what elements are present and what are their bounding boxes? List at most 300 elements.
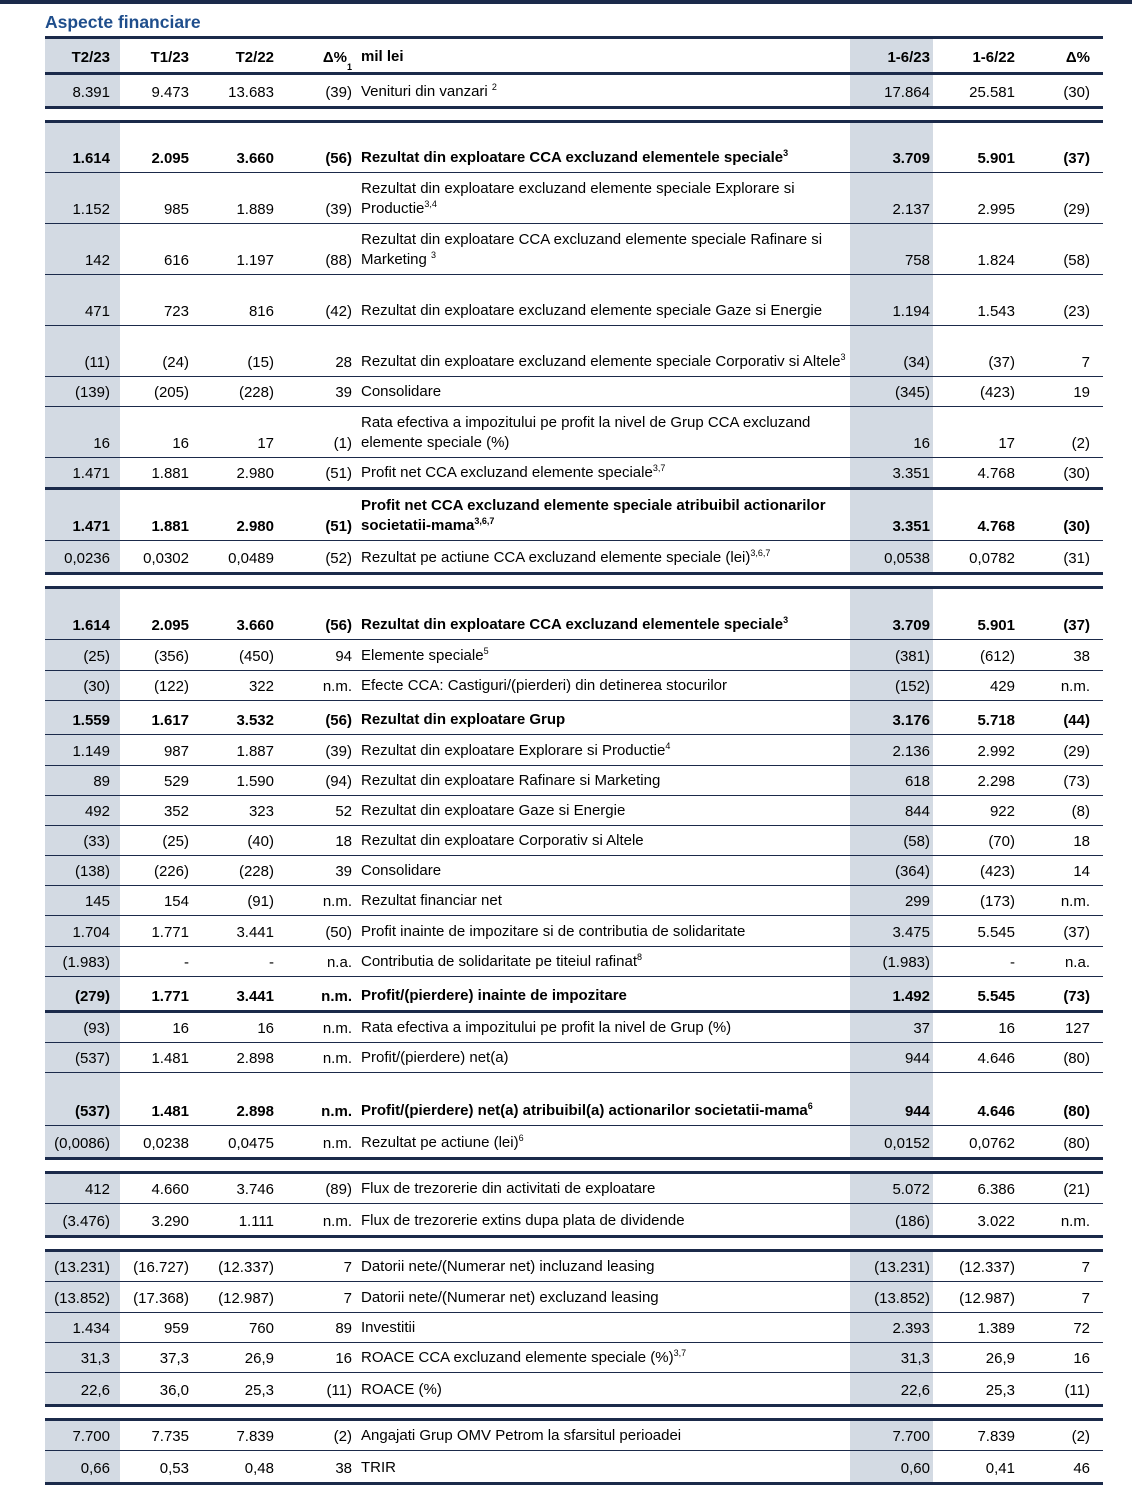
header-t1-23: T1/23 [150, 49, 189, 66]
cell-delta-quarter: n.m. [322, 678, 352, 695]
cell-delta-half: 7 [1081, 354, 1090, 371]
cell-1-6-23: 2.137 [850, 173, 933, 223]
footnote-marker: 6 [518, 1133, 524, 1143]
cell-delta-half: (73) [1063, 988, 1090, 1005]
cell-t2-22: 322 [248, 678, 274, 695]
cell-delta-quarter: (50) [325, 924, 352, 941]
cell-1-6-23: 0,0152 [850, 1126, 933, 1157]
cell-t2-23: 1.704 [45, 916, 120, 946]
cell-1-6-22: 0,0762 [969, 1135, 1015, 1152]
row-label [355, 1174, 850, 1203]
cell-delta-quarter: n.m. [322, 1135, 352, 1152]
cell-delta-quarter: (51) [325, 465, 352, 482]
cell-t2-23: 16 [45, 407, 120, 457]
table-row [45, 796, 1103, 826]
table-row [45, 766, 1103, 796]
cell-1-6-23: (58) [850, 826, 933, 855]
row-label [355, 589, 850, 639]
cell-1-6-23: 3.351 [850, 458, 933, 487]
cell-t2-23: 31,3 [45, 1343, 120, 1372]
cell-t1-23: (122) [153, 678, 189, 695]
cell-delta-quarter: 28 [335, 354, 352, 371]
footnote-marker: 8 [637, 952, 643, 962]
cell-1-6-23: 3.475 [850, 916, 933, 946]
header-delta-quarter: Δ% 1 [322, 49, 352, 72]
cell-t1-23: 1.881 [151, 518, 189, 535]
row-label [355, 1451, 850, 1482]
cell-t2-22: (450) [238, 648, 274, 665]
cell-t2-22: 760 [248, 1320, 274, 1337]
header-t2-23: T2/23 [45, 39, 120, 72]
cell-1-6-22: 5.545 [977, 988, 1015, 1005]
cell-t1-23: 16 [172, 435, 189, 452]
cell-delta-quarter: n.m. [322, 1213, 352, 1230]
cell-t2-22: 1.889 [236, 201, 274, 218]
table-row [45, 947, 1103, 977]
cell-1-6-23: 1.194 [850, 275, 933, 325]
row-label [355, 916, 850, 946]
table-row [45, 490, 1103, 541]
cell-t2-22: 1.887 [236, 743, 274, 760]
row-label [355, 275, 850, 325]
footnote-marker: 3 [783, 615, 789, 625]
cell-t1-23: (205) [153, 384, 189, 401]
cell-delta-quarter: (39) [325, 201, 352, 218]
cell-t1-23: 36,0 [159, 1382, 189, 1399]
cell-delta-half: (73) [1063, 773, 1090, 790]
cell-t2-22: (12.987) [218, 1290, 274, 1307]
table-row [45, 1171, 1103, 1204]
cell-delta-quarter: 38 [335, 1460, 352, 1477]
cell-delta-half: (30) [1063, 465, 1090, 482]
cell-delta-quarter: (39) [325, 84, 352, 101]
cell-delta-quarter: 39 [335, 384, 352, 401]
section-title: Aspecte financiare [45, 12, 201, 32]
cell-t2-22: 3.532 [236, 712, 274, 729]
cell-t1-23: 987 [163, 743, 189, 760]
cell-t2-23: 1.471 [45, 458, 120, 487]
row-label-text: Profit net CCA excluzand elemente speciale atribuibil actionarilor societatii-mama [361, 497, 826, 534]
cell-delta-half: (80) [1063, 1050, 1090, 1067]
cell-delta-half: 16 [1073, 1350, 1090, 1367]
cell-1-6-22: (12.987) [959, 1290, 1015, 1307]
cell-t2-23: 1.471 [45, 490, 120, 540]
row-label-text: Profit/(pierdere) net(a) atribuibil(a) actionarilor societatii-mama [361, 1102, 808, 1119]
table-row [45, 886, 1103, 916]
cell-t2-22: (12.337) [218, 1259, 274, 1276]
table-row [45, 1073, 1103, 1126]
cell-delta-quarter: (11) [326, 1382, 352, 1399]
row-label-text: ROACE (%) [361, 1381, 442, 1398]
row-label [355, 1373, 850, 1404]
header-1-6-22: 1-6/22 [972, 49, 1015, 66]
footnote-marker: 6 [807, 1101, 813, 1111]
cell-1-6-23: 7.700 [850, 1421, 933, 1450]
row-label [355, 826, 850, 855]
cell-t1-23: 7.735 [151, 1428, 189, 1445]
row-label-text: Rezultat pe actiune (lei) [361, 1134, 519, 1151]
cell-1-6-23: 3.176 [850, 701, 933, 734]
cell-delta-half: (21) [1063, 1181, 1090, 1198]
cell-1-6-22: 4.646 [977, 1103, 1015, 1120]
cell-t2-23: 142 [45, 224, 120, 274]
cell-t1-23: (356) [153, 648, 189, 665]
row-label [355, 640, 850, 670]
cell-delta-half: n.m. [1060, 893, 1090, 910]
row-label-text: Profit inainte de impozitare si de contributia de solidaritate [361, 923, 746, 940]
cell-1-6-23: (1.983) [850, 947, 933, 976]
cell-1-6-23: 2.136 [850, 735, 933, 765]
cell-delta-quarter: 16 [335, 1350, 352, 1367]
cell-t2-23: (537) [45, 1043, 120, 1072]
row-label-text: Datorii nete/(Numerar net) incluzand leasing [361, 1258, 655, 1275]
cell-1-6-22: 5.901 [977, 150, 1015, 167]
cell-delta-quarter: (52) [325, 550, 352, 567]
cell-t2-22: 0,48 [244, 1460, 274, 1477]
cell-t1-23: 1.771 [151, 988, 189, 1005]
cell-1-6-22: 5.718 [977, 712, 1015, 729]
cell-t1-23: (16.727) [133, 1259, 189, 1276]
cell-t2-22: 1.111 [238, 1213, 274, 1230]
cell-1-6-22: 0,41 [985, 1460, 1015, 1477]
footnote-marker: 3,4 [424, 199, 437, 209]
table-row [45, 1313, 1103, 1343]
cell-1-6-22: (612) [979, 648, 1015, 665]
cell-t2-22: 2.898 [236, 1050, 274, 1067]
cell-delta-half: (80) [1063, 1135, 1090, 1152]
table-row [45, 458, 1103, 490]
cell-1-6-22: 2.992 [977, 743, 1015, 760]
cell-t2-22: - [269, 954, 274, 971]
cell-t2-22: 26,9 [244, 1350, 274, 1367]
cell-t2-22: 3.441 [236, 924, 274, 941]
cell-delta-half: (29) [1063, 743, 1090, 760]
cell-delta-half: (30) [1063, 84, 1090, 101]
cell-t1-23: - [184, 954, 189, 971]
cell-t1-23: 985 [163, 201, 189, 218]
cell-1-6-23: 31,3 [850, 1343, 933, 1372]
table-row [45, 586, 1103, 640]
cell-t1-23: 3.290 [151, 1213, 189, 1230]
cell-t2-22: (40) [247, 833, 274, 850]
cell-delta-half: (37) [1063, 924, 1090, 941]
cell-t1-23: 1.771 [151, 924, 189, 941]
cell-delta-half: (37) [1063, 150, 1090, 167]
table-row [45, 1249, 1103, 1282]
row-label [355, 75, 850, 106]
cell-t2-23: (279) [45, 977, 120, 1010]
cell-delta-quarter: n.m. [322, 1050, 352, 1067]
table-row [45, 1343, 1103, 1373]
cell-delta-half: n.a. [1064, 954, 1090, 971]
table-row [45, 1418, 1103, 1451]
row-label-text: Rata efectiva a impozitului pe profit la nivel de Grup (%) [361, 1019, 732, 1036]
footnote-marker: 4 [665, 741, 671, 751]
cell-delta-half: (29) [1063, 201, 1090, 218]
cell-t2-22: 1.590 [236, 773, 274, 790]
cell-delta-half: 127 [1064, 1020, 1090, 1037]
row-label [355, 407, 850, 457]
cell-t2-22: 816 [248, 303, 274, 320]
cell-delta-half: 46 [1073, 1460, 1090, 1477]
cell-delta-half: 19 [1073, 384, 1090, 401]
cell-1-6-23: 944 [850, 1043, 933, 1072]
cell-1-6-22: (423) [979, 384, 1015, 401]
table-row [45, 1204, 1103, 1238]
table-row [45, 120, 1103, 173]
cell-t2-23: (11) [45, 326, 120, 376]
cell-t1-23: 2.095 [151, 617, 189, 634]
cell-t2-22: 3.660 [236, 617, 274, 634]
cell-delta-half: (2) [1071, 435, 1090, 452]
row-label-text: Rata efectiva a impozitului pe profit la nivel de Grup CCA excluzand elemente speciale (%) [361, 414, 811, 451]
row-label [355, 1043, 850, 1072]
row-label [355, 326, 850, 376]
cell-delta-half: 72 [1073, 1320, 1090, 1337]
row-label [355, 886, 850, 915]
row-label-text: Angajati Grup OMV Petrom la sfarsitul perioadei [361, 1427, 682, 1444]
table-row [45, 1013, 1103, 1043]
table-row [45, 275, 1103, 326]
cell-1-6-23: 844 [850, 796, 933, 825]
cell-t2-22: (91) [247, 893, 274, 910]
cell-1-6-23: 22,6 [850, 1373, 933, 1404]
row-label-text: Rezultat din exploatare Explorare si Productie [361, 742, 666, 759]
cell-1-6-23: 3.709 [850, 589, 933, 639]
cell-1-6-22: 25.581 [969, 84, 1015, 101]
row-label [355, 1204, 850, 1235]
cell-t2-22: 3.746 [236, 1181, 274, 1198]
cell-t2-23: (33) [45, 826, 120, 855]
footnote-marker: 3 [840, 352, 846, 362]
cell-1-6-22: (423) [979, 863, 1015, 880]
cell-t2-23: (0,0086) [45, 1126, 120, 1157]
table-row [45, 1043, 1103, 1073]
row-label-text: Rezultat din exploatare Gaze si Energie [361, 802, 626, 819]
table-row [45, 701, 1103, 735]
row-label [355, 947, 850, 976]
table-row [45, 173, 1103, 224]
cell-delta-quarter: (56) [325, 150, 352, 167]
cell-1-6-23: 3.709 [850, 123, 933, 172]
cell-1-6-22: 7.839 [977, 1428, 1015, 1445]
table-row [45, 640, 1103, 671]
cell-delta-quarter: 89 [335, 1320, 352, 1337]
cell-1-6-22: 4.646 [977, 1050, 1015, 1067]
cell-1-6-22: 922 [989, 803, 1015, 820]
row-label-text: Rezultat din exploatare Grup [361, 711, 566, 728]
cell-t1-23: 16 [172, 1020, 189, 1037]
row-label-text: Rezultat din exploatare Rafinare si Marketing [361, 772, 661, 789]
footnote-marker: 5 [483, 646, 489, 656]
table-row [45, 1373, 1103, 1407]
row-label-text: Rezultat din exploatare excluzand elemente speciale Explorare si Productie [361, 180, 795, 217]
cell-1-6-23: (13.852) [850, 1282, 933, 1312]
cell-t2-23: 22,6 [45, 1373, 120, 1404]
cell-t2-22: 7.839 [236, 1428, 274, 1445]
row-label-text: Rezultat din exploatare CCA excluzand elemente speciale Rafinare si Marketing [361, 231, 823, 268]
cell-delta-half: 38 [1073, 648, 1090, 665]
cell-t2-22: 16 [257, 1020, 274, 1037]
cell-1-6-23: (381) [850, 640, 933, 670]
cell-delta-half: 7 [1081, 1290, 1090, 1307]
footnote-marker: 3,6,7 [474, 516, 495, 526]
cell-t2-22: (228) [238, 384, 274, 401]
cell-t2-23: 0,66 [45, 1451, 120, 1482]
cell-t1-23: 352 [163, 803, 189, 820]
cell-1-6-22: 3.022 [977, 1213, 1015, 1230]
row-label-text: Profit net CCA excluzand elemente speciale [361, 464, 653, 481]
cell-1-6-23: 16 [850, 407, 933, 457]
cell-delta-quarter: n.m. [322, 893, 352, 910]
row-label-text: Rezultat din exploatare Corporativ si Altele [361, 832, 644, 849]
cell-1-6-23: 299 [850, 886, 933, 915]
table-row [45, 1126, 1103, 1160]
row-label-text: Rezultat financiar net [361, 892, 502, 909]
cell-t2-23: (537) [45, 1073, 120, 1125]
row-label-text: Efecte CCA: Castiguri/(pierderi) din detinerea stocurilor [361, 677, 727, 694]
cell-t1-23: 2.095 [151, 150, 189, 167]
cell-delta-quarter: n.a. [326, 954, 352, 971]
cell-t2-23: 7.700 [45, 1421, 120, 1450]
cell-t2-23: (13.852) [45, 1282, 120, 1312]
table-header [45, 36, 1103, 75]
footnote-marker: 2 [491, 82, 497, 92]
cell-t1-23: 0,53 [159, 1460, 189, 1477]
cell-delta-quarter: (2) [333, 1428, 352, 1445]
cell-1-6-22: 1.543 [977, 303, 1015, 320]
cell-t2-23: (93) [45, 1013, 120, 1042]
cell-1-6-22: - [1010, 954, 1015, 971]
table-row [45, 735, 1103, 766]
cell-delta-half: n.m. [1060, 678, 1090, 695]
row-label [355, 173, 850, 223]
cell-1-6-22: 429 [989, 678, 1015, 695]
cell-delta-quarter: 39 [335, 863, 352, 880]
cell-delta-quarter: 52 [335, 803, 352, 820]
financial-table [45, 36, 1103, 1485]
cell-1-6-22: 26,9 [985, 1350, 1015, 1367]
row-label [355, 490, 850, 540]
cell-1-6-23: (13.231) [850, 1252, 933, 1281]
cell-delta-half: (2) [1071, 1428, 1090, 1445]
cell-delta-half: (58) [1063, 252, 1090, 269]
row-label [355, 123, 850, 172]
cell-t1-23: (17.368) [133, 1290, 189, 1307]
cell-1-6-22: 0,0782 [969, 550, 1015, 567]
cell-1-6-23: (186) [850, 1204, 933, 1235]
row-label-text: ROACE CCA excluzand elemente speciale (%) [361, 1349, 674, 1366]
cell-1-6-22: (173) [979, 893, 1015, 910]
row-label [355, 671, 850, 700]
row-label [355, 1343, 850, 1372]
footnote-marker: 3 [431, 250, 437, 260]
row-label [355, 1282, 850, 1312]
cell-delta-quarter: (94) [325, 773, 352, 790]
cell-delta-half: (8) [1071, 803, 1090, 820]
row-label [355, 1252, 850, 1281]
table-row [45, 1282, 1103, 1313]
cell-t1-23: 529 [163, 773, 189, 790]
row-label [355, 701, 850, 734]
cell-1-6-23: 0,60 [850, 1451, 933, 1482]
cell-t2-23: (3.476) [45, 1204, 120, 1235]
row-label [355, 766, 850, 795]
cell-1-6-23: (345) [850, 377, 933, 406]
row-label [355, 1013, 850, 1042]
row-label-text: Flux de trezorerie extins dupa plata de dividende [361, 1212, 685, 1229]
cell-t2-23: (13.231) [45, 1252, 120, 1281]
cell-delta-half: (30) [1063, 518, 1090, 535]
header-t2-22: T2/22 [235, 49, 274, 66]
cell-1-6-22: (37) [988, 354, 1015, 371]
cell-t1-23: (24) [162, 354, 189, 371]
cell-delta-quarter: (42) [325, 303, 352, 320]
header-1-6-23: 1-6/23 [850, 39, 933, 72]
row-label-text: Rezultat din exploatare CCA excluzand elementele speciale [361, 616, 784, 633]
table-row [45, 856, 1103, 886]
cell-delta-half: (11) [1064, 1382, 1090, 1399]
table-row [45, 1451, 1103, 1485]
cell-delta-quarter: n.m. [321, 1103, 352, 1120]
cell-1-6-23: (34) [850, 326, 933, 376]
table-row [45, 224, 1103, 275]
table-row [45, 75, 1103, 109]
cell-t1-23: 0,0302 [143, 550, 189, 567]
table-row [45, 541, 1103, 575]
cell-delta-half: 18 [1073, 833, 1090, 850]
cell-delta-half: (31) [1063, 550, 1090, 567]
cell-t2-23: 1.614 [45, 123, 120, 172]
cell-t2-23: (1.983) [45, 947, 120, 976]
header-delta-quarter-label: Δ% [322, 49, 347, 66]
row-label-text: Profit/(pierdere) net(a) [361, 1049, 509, 1066]
cell-delta-quarter: (39) [325, 743, 352, 760]
cell-t1-23: 4.660 [151, 1181, 189, 1198]
cell-delta-quarter: (51) [325, 518, 352, 535]
cell-t1-23: (25) [162, 833, 189, 850]
row-label [355, 1421, 850, 1450]
cell-t2-22: 1.197 [236, 252, 274, 269]
cell-1-6-22: 17 [998, 435, 1015, 452]
row-label-text: Consolidare [361, 862, 442, 879]
cell-t1-23: 1.881 [151, 465, 189, 482]
cell-delta-half: 7 [1081, 1259, 1090, 1276]
cell-delta-quarter: n.m. [321, 988, 352, 1005]
cell-t2-22: 2.980 [236, 518, 274, 535]
cell-1-6-22: 6.386 [977, 1181, 1015, 1198]
cell-delta-half: (80) [1063, 1103, 1090, 1120]
row-label [355, 735, 850, 765]
cell-t2-22: 0,0475 [228, 1135, 274, 1152]
cell-t2-23: 0,0236 [45, 541, 120, 572]
row-label [355, 458, 850, 487]
cell-delta-quarter: 94 [335, 648, 352, 665]
table-row [45, 826, 1103, 856]
row-label-text: TRIR [361, 1459, 396, 1476]
cell-delta-quarter: 7 [343, 1259, 352, 1276]
cell-1-6-22: 4.768 [977, 518, 1015, 535]
row-label [355, 977, 850, 1010]
row-label [355, 224, 850, 274]
cell-t1-23: 0,0238 [143, 1135, 189, 1152]
cell-1-6-23: 758 [850, 224, 933, 274]
cell-1-6-23: 1.492 [850, 977, 933, 1010]
cell-t2-22: 3.441 [236, 988, 274, 1005]
cell-t2-22: (228) [238, 863, 274, 880]
cell-delta-half: (44) [1063, 712, 1090, 729]
cell-1-6-23: 3.351 [850, 490, 933, 540]
